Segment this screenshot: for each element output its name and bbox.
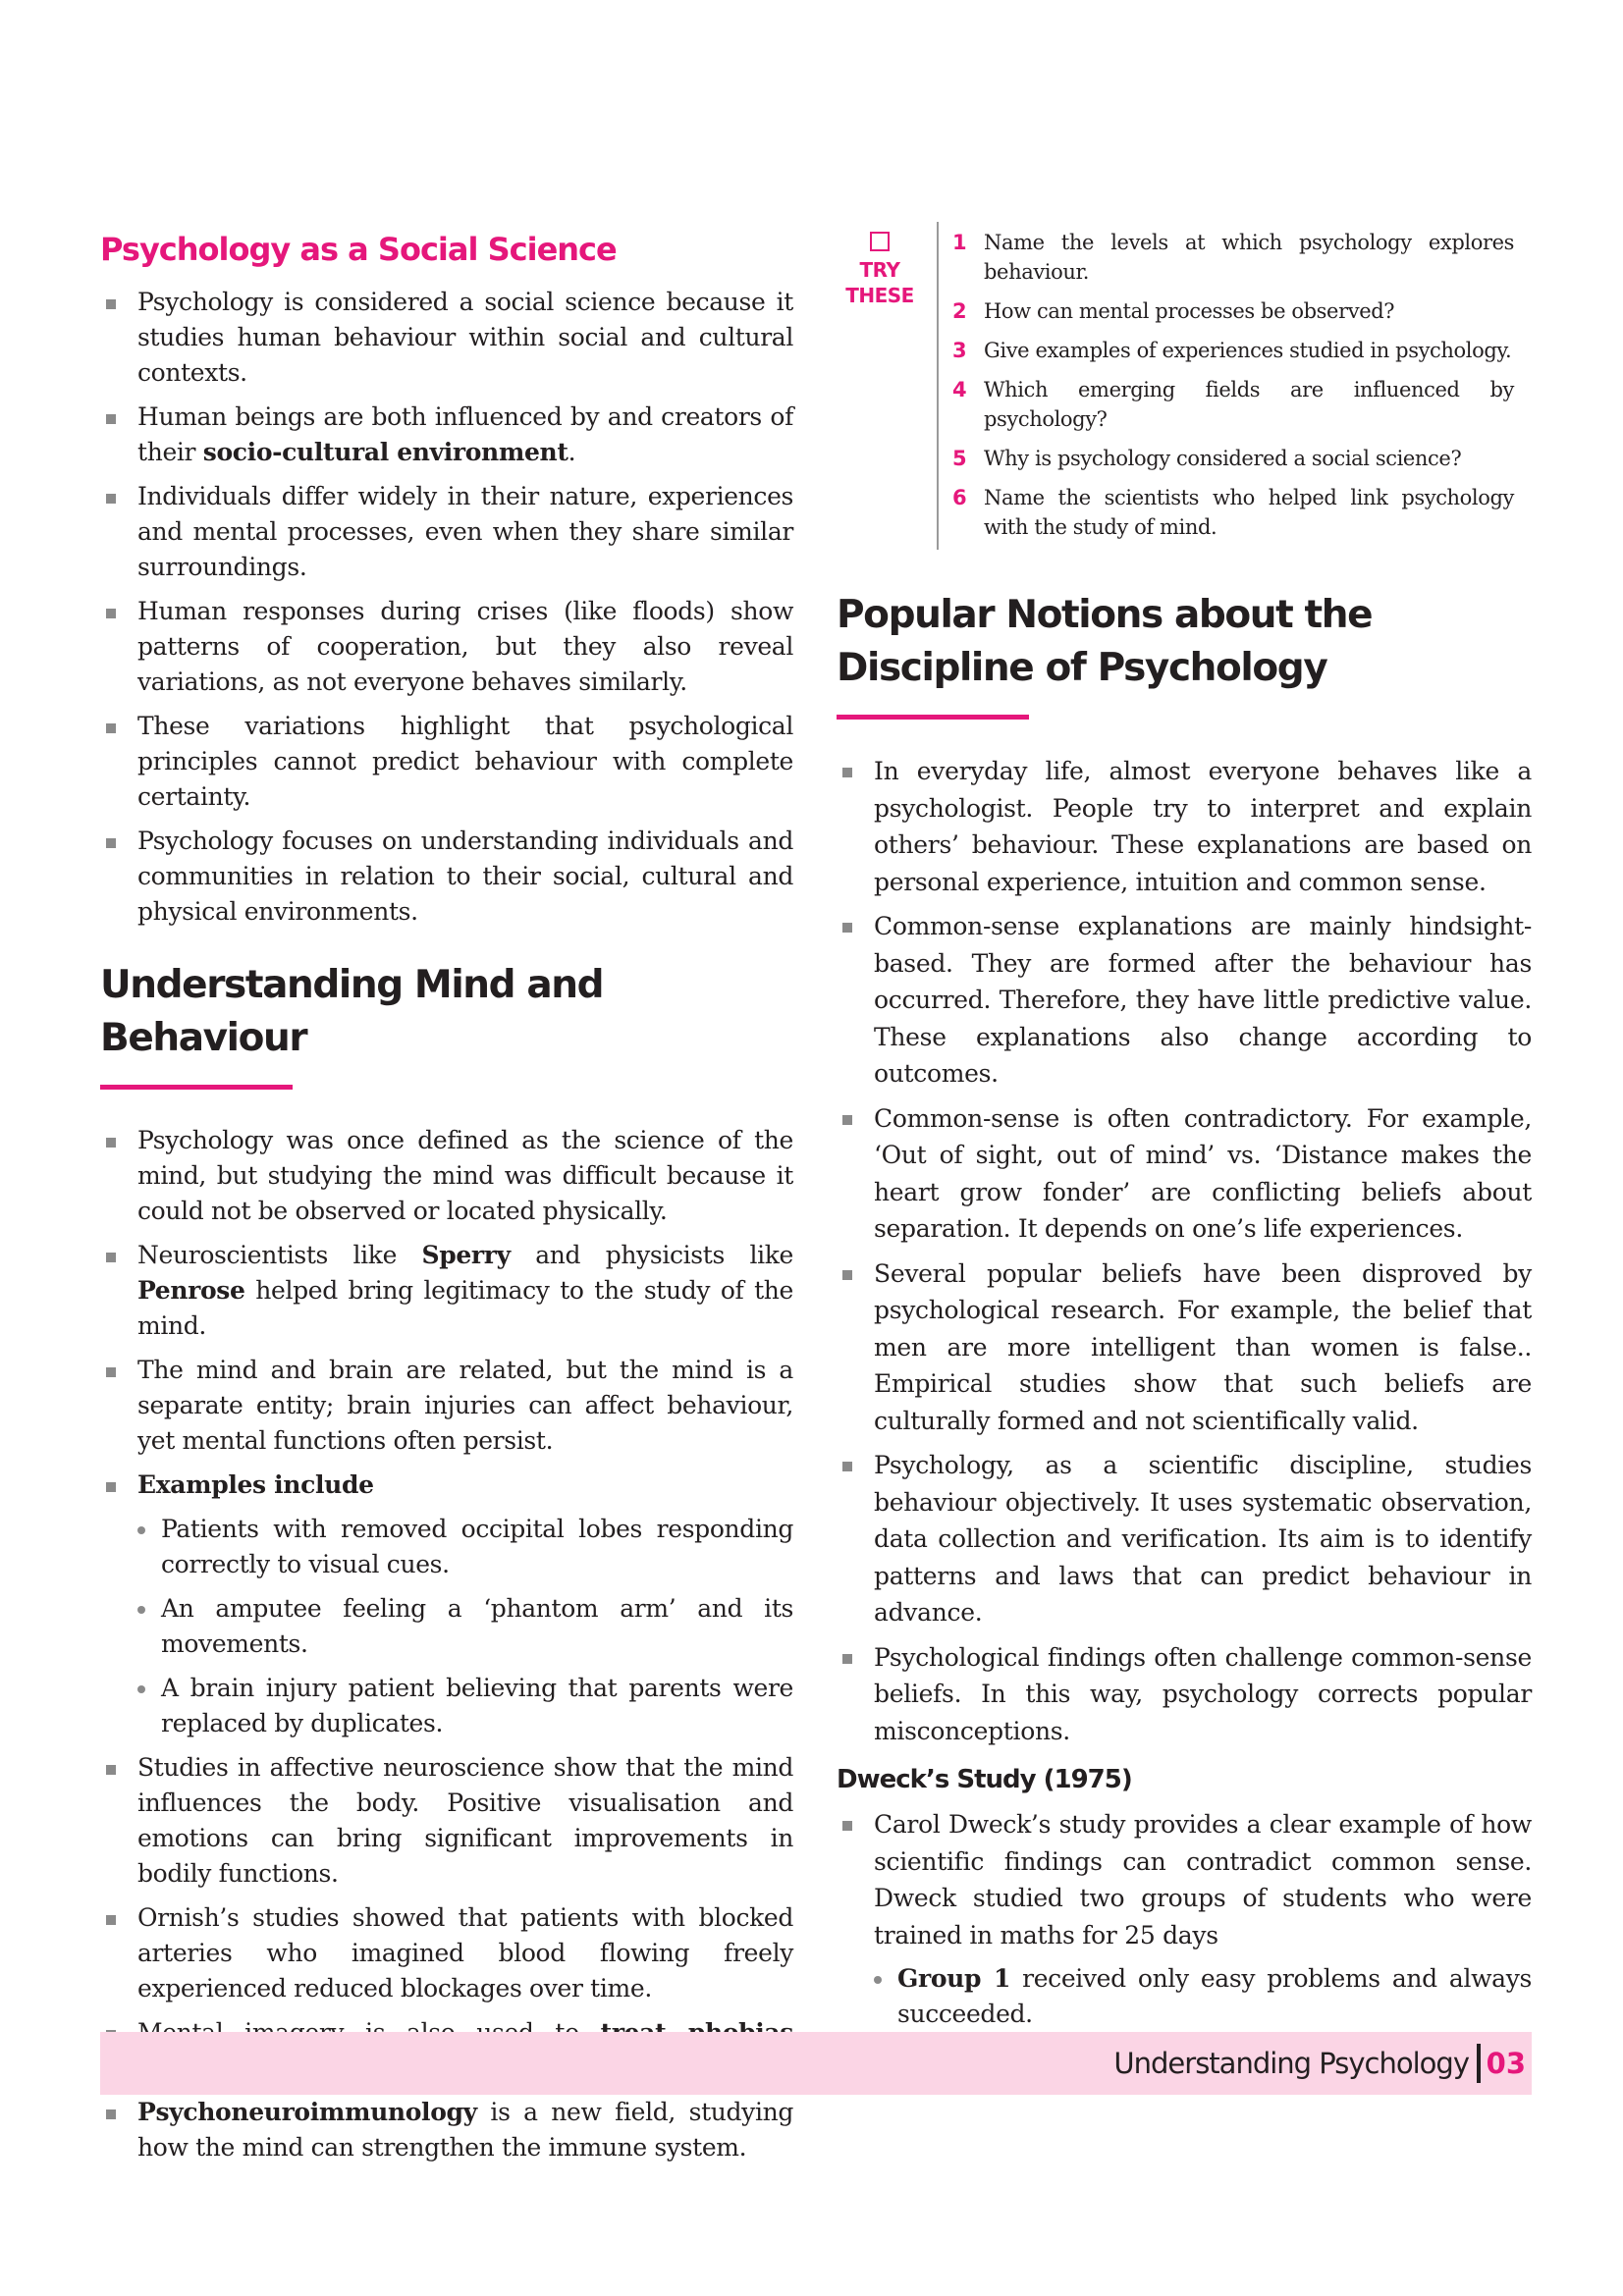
- list-item: Several popular beliefs have been disproved by psychological research. For example, the belief that men are more intelligent than women is false.. Empirical studies show that such beliefs are culturally formed and not scientifically valid.: [837, 1255, 1532, 1440]
- list-item: In everyday life, almost everyone behaves like a psychologist. People try to interpret and explain others’ behaviour. These explanations are based on personal experience, intuition and common sense.: [837, 753, 1532, 900]
- question-item: 2 How can mental processes be observed?: [952, 299, 1395, 323]
- examples-sublist: [100, 1512, 793, 1741]
- sub-list-item: A brain injury patient believing that parents were replaced by duplicates.: [100, 1671, 793, 1741]
- list-item: Individuals differ widely in their nature, experiences and mental processes, even when they share similar surroundings.: [100, 479, 793, 585]
- try-these-label: TRY THESE: [840, 232, 919, 308]
- heading-underline: [100, 1085, 293, 1090]
- heading-underline: [837, 715, 1029, 720]
- footer-book-title: Understanding Psychology: [1113, 2047, 1469, 2080]
- page-number: 03: [1486, 2047, 1526, 2080]
- list-item: Psychology is considered a social science because it studies human behaviour within social and cultural contexts.: [100, 285, 793, 391]
- mind-behaviour-list: [100, 1123, 793, 1503]
- question-item: 4 Which emerging fields are influenced by psychology?: [952, 378, 1514, 431]
- dweck-list: [837, 1806, 1532, 1953]
- section-heading-social-science: Psychology as a Social Science: [100, 231, 617, 268]
- sub-list-item: Group 1 received only easy problems and always succeeded.: [837, 1961, 1532, 2032]
- page-footer: [100, 2032, 1532, 2095]
- try-these-divider: [937, 222, 939, 550]
- list-item: Human beings are both influenced by and creators of their socio-cultural environment.: [100, 400, 793, 470]
- list-item: Examples include: [100, 1468, 793, 1503]
- right-column: [837, 589, 1532, 2041]
- list-item: Psychology, as a scientific discipline, studies behaviour objectively. It uses systematic observation, data collection and verification. Its aim is to identify patterns and laws that can predict behaviour in advance.: [837, 1447, 1532, 1631]
- dweck-sublist: [837, 1961, 1532, 2032]
- question-item: 1 Name the levels at which psychology explores behaviour.: [952, 231, 1514, 284]
- sub-list-item: Patients with removed occipital lobes responding correctly to visual cues.: [100, 1512, 793, 1582]
- social-science-list: [100, 285, 793, 930]
- list-item: Psychoneuroimmunology is a new field, studying how the mind can strengthen the immune system.: [100, 2095, 793, 2165]
- list-item: Studies in affective neuroscience show that the mind influences the body. Positive visualisation and emotions can bring significant improvements in bodily functions.: [100, 1750, 793, 1892]
- question-item: 3 Give examples of experiences studied in psychology.: [952, 339, 1512, 362]
- subheading-dweck-study: Dweck’s Study (1975): [837, 1765, 1132, 1794]
- bold-term: socio-cultural environment: [202, 438, 568, 466]
- question-item: 6 Name the scientists who helped link psychology with the study of mind.: [952, 486, 1514, 539]
- question-item: 5 Why is psychology considered a social science?: [952, 447, 1462, 470]
- list-item: Human responses during crises (like floods) show patterns of cooperation, but they also reveal variations, as not everyone behaves similarly.: [100, 594, 793, 700]
- try-these-list: [952, 228, 1514, 552]
- left-column: [100, 228, 793, 2174]
- footer-divider: [1477, 2044, 1481, 2083]
- popular-notions-list: [837, 753, 1532, 1749]
- list-item: Carol Dweck’s study provides a clear example of how scientific findings can contradict common sense. Dweck studied two groups of students who were trained in maths for 25 days: [837, 1806, 1532, 1953]
- section-heading-popular-notions: Popular Notions about the Discipline of Psychology: [837, 593, 1373, 690]
- mind-behaviour-list-cont: [100, 1750, 793, 2165]
- list-item: Psychology focuses on understanding individuals and communities in relation to their social, cultural and physical environments.: [100, 824, 793, 930]
- list-item: Common-sense is often contradictory. For example, ‘Out of sight, out of mind’ vs. ‘Distance makes the heart grow fonder’ are conflicting beliefs about separation. It depends on one’s life experiences.: [837, 1100, 1532, 1248]
- sub-list-item: An amputee feeling a ‘phantom arm’ and its movements.: [100, 1591, 793, 1662]
- list-item: These variations highlight that psychological principles cannot predict behaviour with complete certainty.: [100, 709, 793, 815]
- list-item: Ornish’s studies showed that patients with blocked arteries who imagined blood flowing freely experienced reduced blockages over time.: [100, 1900, 793, 2006]
- list-item: The mind and brain are related, but the mind is a separate entity; brain injuries can affect behaviour, yet mental functions often persist.: [100, 1353, 793, 1459]
- list-item: Psychological findings often challenge common-sense beliefs. In this way, psychology corrects popular misconceptions.: [837, 1639, 1532, 1750]
- list-item: Neuroscientists like Sperry and physicists like Penrose helped bring legitimacy to the study of the mind.: [100, 1238, 793, 1344]
- list-item: Psychology was once defined as the science of the mind, but studying the mind was difficult because it could not be observed or located physically.: [100, 1123, 793, 1229]
- list-item: Common-sense explanations are mainly hindsight-based. They are formed after the behaviour has occurred. Therefore, they have little predictive value. These explanations also change according to outcomes.: [837, 908, 1532, 1093]
- section-heading-mind-behaviour: Understanding Mind and Behaviour: [100, 963, 604, 1060]
- checkbox-icon: [870, 232, 890, 251]
